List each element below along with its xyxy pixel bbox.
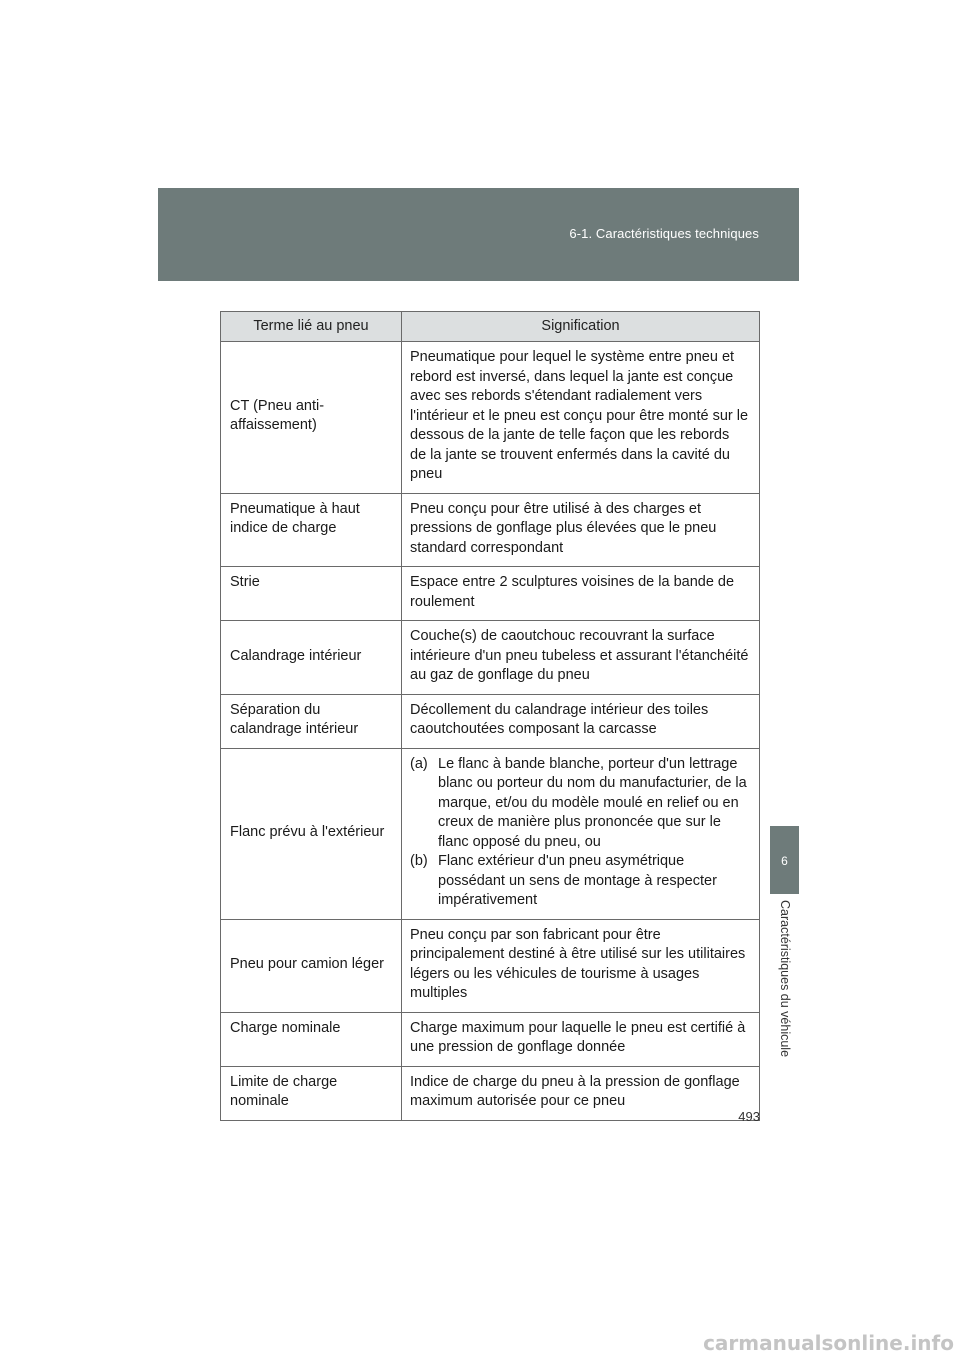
term-cell: Strie: [221, 567, 402, 621]
meaning-cell: Pneu conçu pour être utilisé à des charges et pressions de gonflage plus élevées que le pneu standard correspondant: [402, 493, 760, 567]
chapter-side-tab: [770, 826, 799, 894]
table-row: [221, 1066, 760, 1120]
list-marker: (b): [410, 853, 428, 869]
list-marker: (a): [410, 755, 428, 772]
term-cell: CT (Pneu anti-affaissement): [221, 342, 402, 494]
table-row: [221, 694, 760, 748]
term-cell: Calandrage intérieur: [221, 621, 402, 695]
term-cell: Limite de charge nominale: [221, 1066, 402, 1120]
tire-terms-table: [220, 311, 760, 1121]
term-cell: Séparation du calandrage intérieur: [221, 694, 402, 748]
table-row: [221, 567, 760, 621]
term-cell: Charge nominale: [221, 1012, 402, 1066]
chapter-header-band: [158, 188, 799, 281]
list-item: [410, 755, 749, 853]
list-item: [410, 852, 749, 911]
meaning-cell: Pneumatique pour lequel le système entre pneu et rebord est inversé, dans lequel la jante est conçue avec ses rebords s'étendant radialement vers l'intérieur et le pneu est conçu pour être monté sur le dessous de la jante de telle façon que les rebords de la jante se trouvent enfermés dans la cavité du pneu: [402, 342, 760, 494]
term-cell: Pneu pour camion léger: [221, 919, 402, 1012]
meaning-cell: Couche(s) de caoutchouc recouvrant la surface intérieure d'un pneu tubeless et assurant l'étanchéité au gaz de gonflage du pneu: [402, 621, 760, 695]
table-row: [221, 493, 760, 567]
meaning-cell: [402, 748, 760, 919]
page-number: 493: [738, 1109, 760, 1124]
watermark: [585, 1328, 960, 1358]
list-item-text: Flanc extérieur d'un pneu asymétrique possédant un sens de montage à respecter impérativement: [438, 853, 717, 908]
table-header-row: [221, 312, 760, 342]
watermark-text: carmanualsonline.info: [703, 1331, 954, 1355]
meaning-cell: Espace entre 2 sculptures voisines de la bande de roulement: [402, 567, 760, 621]
term-cell: Flanc prévu à l'extérieur: [221, 748, 402, 919]
table-row: [221, 1012, 760, 1066]
table-row: [221, 621, 760, 695]
list-item-text: Le flanc à bande blanche, porteur d'un lettrage blanc ou porteur du nom du manufacturier, de la marque, et/ou du modèle moulé en relief ou en creux de manière plus prononcée que sur le flanc opposé du pneu, ou: [438, 755, 747, 850]
meaning-cell: Indice de charge du pneu à la pression de gonflage maximum autorisée pour ce pneu: [402, 1066, 760, 1120]
chapter-side-label: Caractéristiques du véhicule: [778, 900, 792, 1058]
term-cell: Pneumatique à haut indice de charge: [221, 493, 402, 567]
meaning-cell: Décollement du calandrage intérieur des toiles caoutchoutées composant la carcasse: [402, 694, 760, 748]
table-row: [221, 342, 760, 494]
section-title: 6-1. Caractéristiques techniques: [569, 226, 759, 241]
chapter-number: 6: [781, 854, 788, 868]
column-header-term: Terme lié au pneu: [221, 312, 402, 342]
table-row: [221, 748, 760, 919]
column-header-meaning: Signification: [402, 312, 760, 342]
table-row: [221, 919, 760, 1012]
meaning-cell: Charge maximum pour laquelle le pneu est certifié à une pression de gonflage donnée: [402, 1012, 760, 1066]
meaning-cell: Pneu conçu par son fabricant pour être principalement destiné à être utilisé sur les utilitaires légers ou les véhicules de tourisme à usages multiples: [402, 919, 760, 1012]
